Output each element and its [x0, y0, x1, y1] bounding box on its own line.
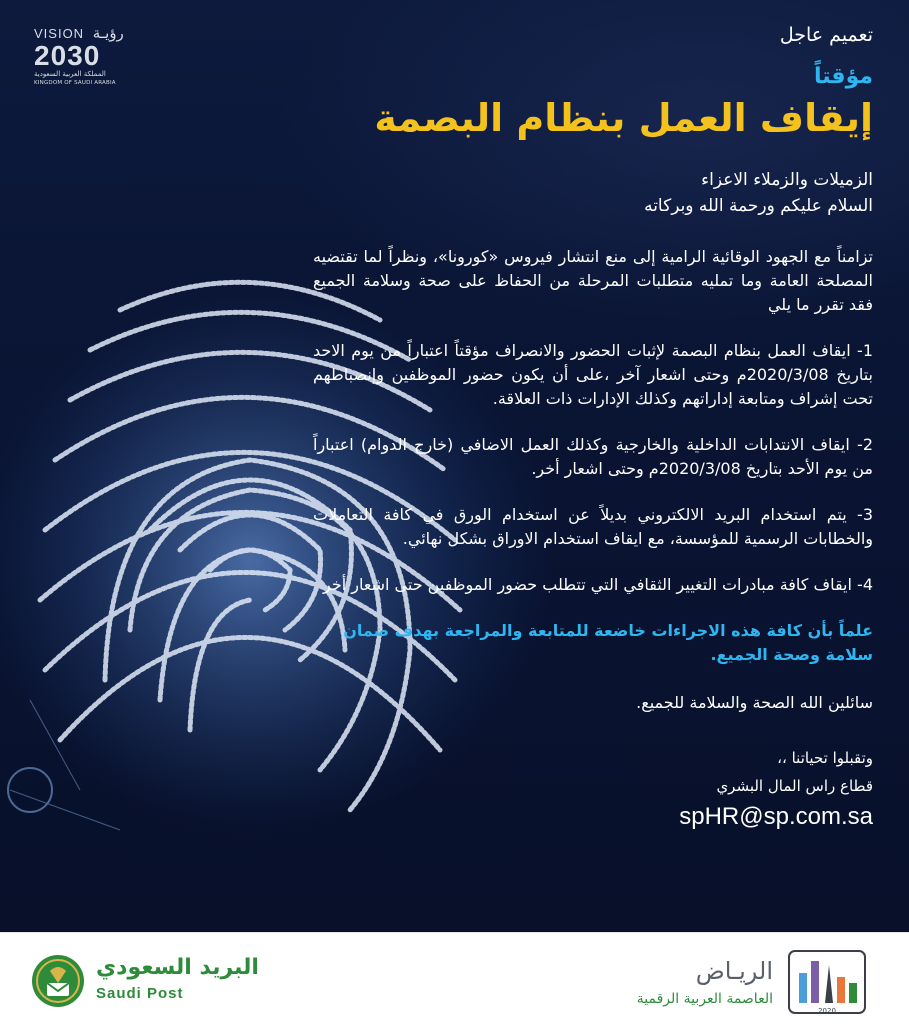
decision-item-1: 1- ايقاف العمل بنظام البصمة لإثبات الحضور والانصراف مؤقتاً اعتباراً من يوم الاحد بتاريخ 2020/3/08م وحتى اشعار آخر ،على أن يكون حضور الموظفين وإنضباطهم تحت إشراف ومتابعة إداراتهم وكذلك الإدارات ذات العلاقة. — [313, 341, 874, 408]
riyadh-subtitle: العاصمة العربية الرقمية — [636, 991, 773, 1007]
decision-item-4: 4- ايقاف كافة مبادرات التغيير الثقافي التي تتطلب حضور الموظفين حتى اشعار أخر — [323, 575, 873, 594]
vision-kingdom-en: KINGDOM OF SAUDI ARABIA — [34, 80, 116, 86]
announcement-content — [313, 24, 873, 831]
vision-kingdom-ar: المملكة العربية السعودية — [34, 70, 106, 78]
wish-line: سائلين الله الصحة والسلامة للجميع. — [636, 693, 873, 712]
note-paragraph: علماً بأن كافة هذه الاجراءات خاضعة للمتابعة والمراجعة بهدف ضمان سلامة وصحة الجميع. — [343, 621, 873, 664]
contact-email: spHR@sp.com.sa — [679, 803, 873, 830]
footer-bar — [0, 932, 909, 1028]
vision-label-en: VISION — [34, 26, 85, 41]
vision-label-ar: رؤيـة — [92, 25, 124, 42]
riyadh-title: الريـاض — [695, 957, 773, 985]
vision-2030-logo — [34, 24, 144, 94]
temporary-label: مؤقتاً — [813, 64, 873, 89]
vision-year: 2030 — [34, 40, 101, 71]
saudi-post-name-ar: البريد السعودي — [96, 955, 259, 980]
riyadh-year: 2020 — [818, 1007, 836, 1015]
decision-item-3: 3- يتم استخدام البريد الالكتروني بديلاً عن استخدام الورق في كافة التعاملات والخطابات الرسمية للمؤسسة، مع ايقاف استخدام الاوراق بشكل نهائي. — [313, 505, 873, 548]
regards-line: وتقبلوا تحياتنا ،، — [777, 749, 873, 767]
saudi-post-name-en: Saudi Post — [96, 985, 184, 1002]
announcement-title: إيقاف العمل بنظام البصمة — [374, 96, 873, 140]
urgent-circular-label: تعميم عاجل — [779, 24, 873, 46]
greeting-line-1: الزميلات والزملاء الاعزاء — [701, 170, 873, 190]
saudi-post-logo — [30, 953, 270, 1013]
riyadh-digital-capital-logo — [589, 947, 869, 1022]
intro-paragraph: تزامناً مع الجهود الوقائية الرامية إلى منع انتشار فيروس «كورونا»، ونظراً لما تقتضيه المصلحة العامة وما تمليه متطلبات المرحلة من الحفاظ على صحة وسلامة الجميع فقد تقرر ما يلي — [313, 247, 873, 314]
greeting — [313, 167, 873, 219]
greeting-line-2: السلام عليكم ورحمة الله وبركاته — [644, 196, 873, 216]
decision-item-2: 2- ايقاف الانتدابات الداخلية والخارجية وكذلك العمل الاضافي (خارج الدوام) اعتباراً من يوم الأحد بتاريخ 2020/3/08م وحتى اشعار أخر. — [313, 435, 873, 478]
department-name: قطاع راس المال البشري — [716, 777, 873, 795]
saudi-post-emblem-icon — [30, 953, 86, 1009]
riyadh-skyline-icon — [785, 947, 869, 1019]
